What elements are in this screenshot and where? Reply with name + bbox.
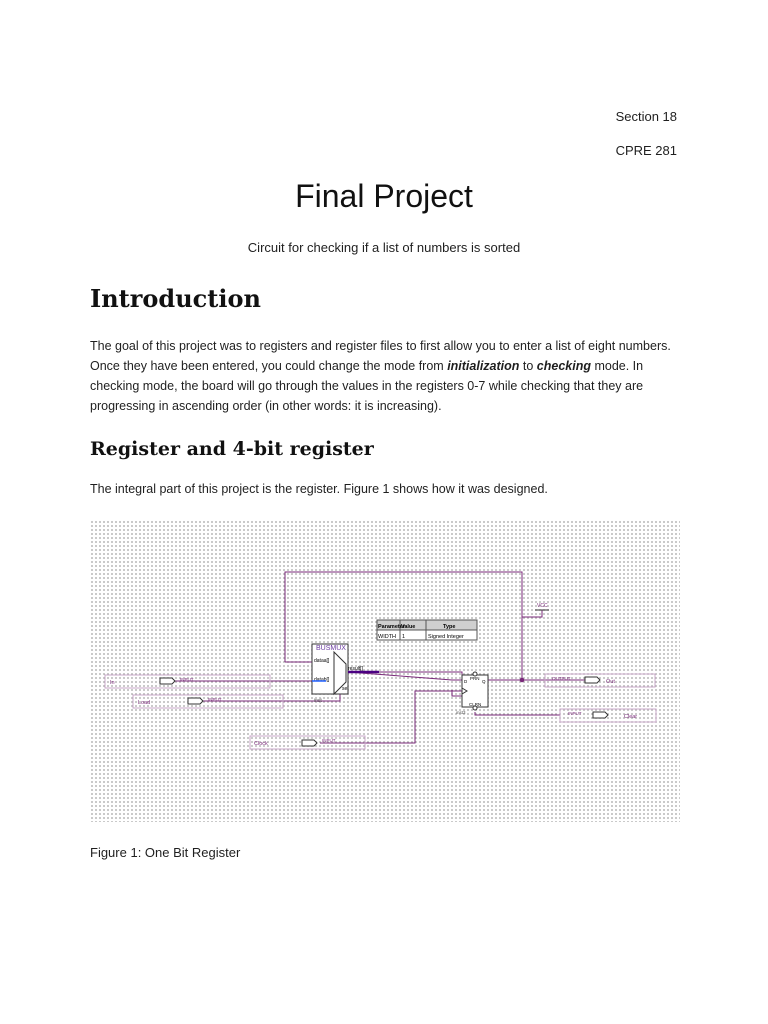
term-checking: checking [536,359,591,373]
dff-clrn-label: CLRN [469,702,482,707]
pin-type-clock: INPUT [322,738,336,743]
mux-inst-label: inst [314,698,322,704]
course-code: CPRE 281 [615,143,677,158]
param-value-1: 1 [402,634,406,640]
dff-prn-label: PRN [470,676,480,681]
param-value-2: Signed Integer [428,634,464,640]
term-initialization: initialization [447,359,520,373]
vcc-label: VCC [537,603,548,609]
clock-wire [320,691,462,743]
page-title: Final Project [295,178,473,214]
param-header-0: Parameter [378,624,405,630]
pin-label-out: Out [606,679,615,685]
dff-block [456,672,488,715]
intro-text-3: mode. In checking mode, the board will go through the values in the registers 0-7 while checking that they are progressing in ascending order (in other words: it is increasing). [90,359,644,413]
vcc-symbol [535,603,549,610]
mux-port-sel: sel [342,686,349,692]
dff-d-label: D [464,679,468,684]
page-subtitle: Circuit for checking if a list of numbers is sorted [247,240,521,255]
dff-q-label: Q [482,679,486,684]
mux-title: BUSMUX [316,645,346,652]
pin-label-load: Load [138,700,151,706]
mux-port-dataa: dataa[] [314,658,330,664]
vcc-wire [522,610,542,617]
out-pin-symbol [585,677,600,683]
load-pin-symbol [188,698,203,704]
pin-label-clear: Clear [624,714,638,720]
pin-type-load: INPUT [208,697,222,702]
section-number: Section 18 [615,109,677,124]
schematic-diagram [90,520,680,822]
mux-port-result: result[] [348,666,364,672]
intro-text-2: to [519,359,537,373]
register-schematic-figure [90,520,680,822]
pin-label-in: In [110,680,115,686]
clock-pin-symbol [302,740,317,746]
pin-type-clear: INPUT [568,711,582,716]
introduction-heading: Introduction [90,284,261,313]
dff-inst-label: inst3 [456,710,466,715]
register-paragraph: The integral part of this project is the register. Figure 1 shows how it was designed. [90,482,548,496]
introduction-paragraph [90,336,690,416]
clear-pin-symbol [593,712,608,718]
pin-type-in: INPUT [180,677,194,682]
pin-label-clock: Clock [254,741,268,747]
param-table [377,620,477,640]
intro-text-1: The goal of this project was to registers and register files to first allow you to enter a list of eight numbers. Once they have been entered, you could change the mode from [90,339,671,373]
in-pin-symbol [160,678,175,684]
junction-dot [520,678,525,683]
param-header-1: Value [401,624,416,630]
mux-output-wire [348,672,462,685]
mux-port-datab: datab[] [314,677,330,683]
figure-caption: Figure 1: One Bit Register [90,845,241,860]
param-header-2: Type [443,624,456,630]
clear-wire [475,712,560,715]
register-heading: Register and 4-bit register [90,438,374,460]
pin-type-out: OUTPUT [552,676,571,681]
param-value-0: WIDTH [378,634,397,640]
